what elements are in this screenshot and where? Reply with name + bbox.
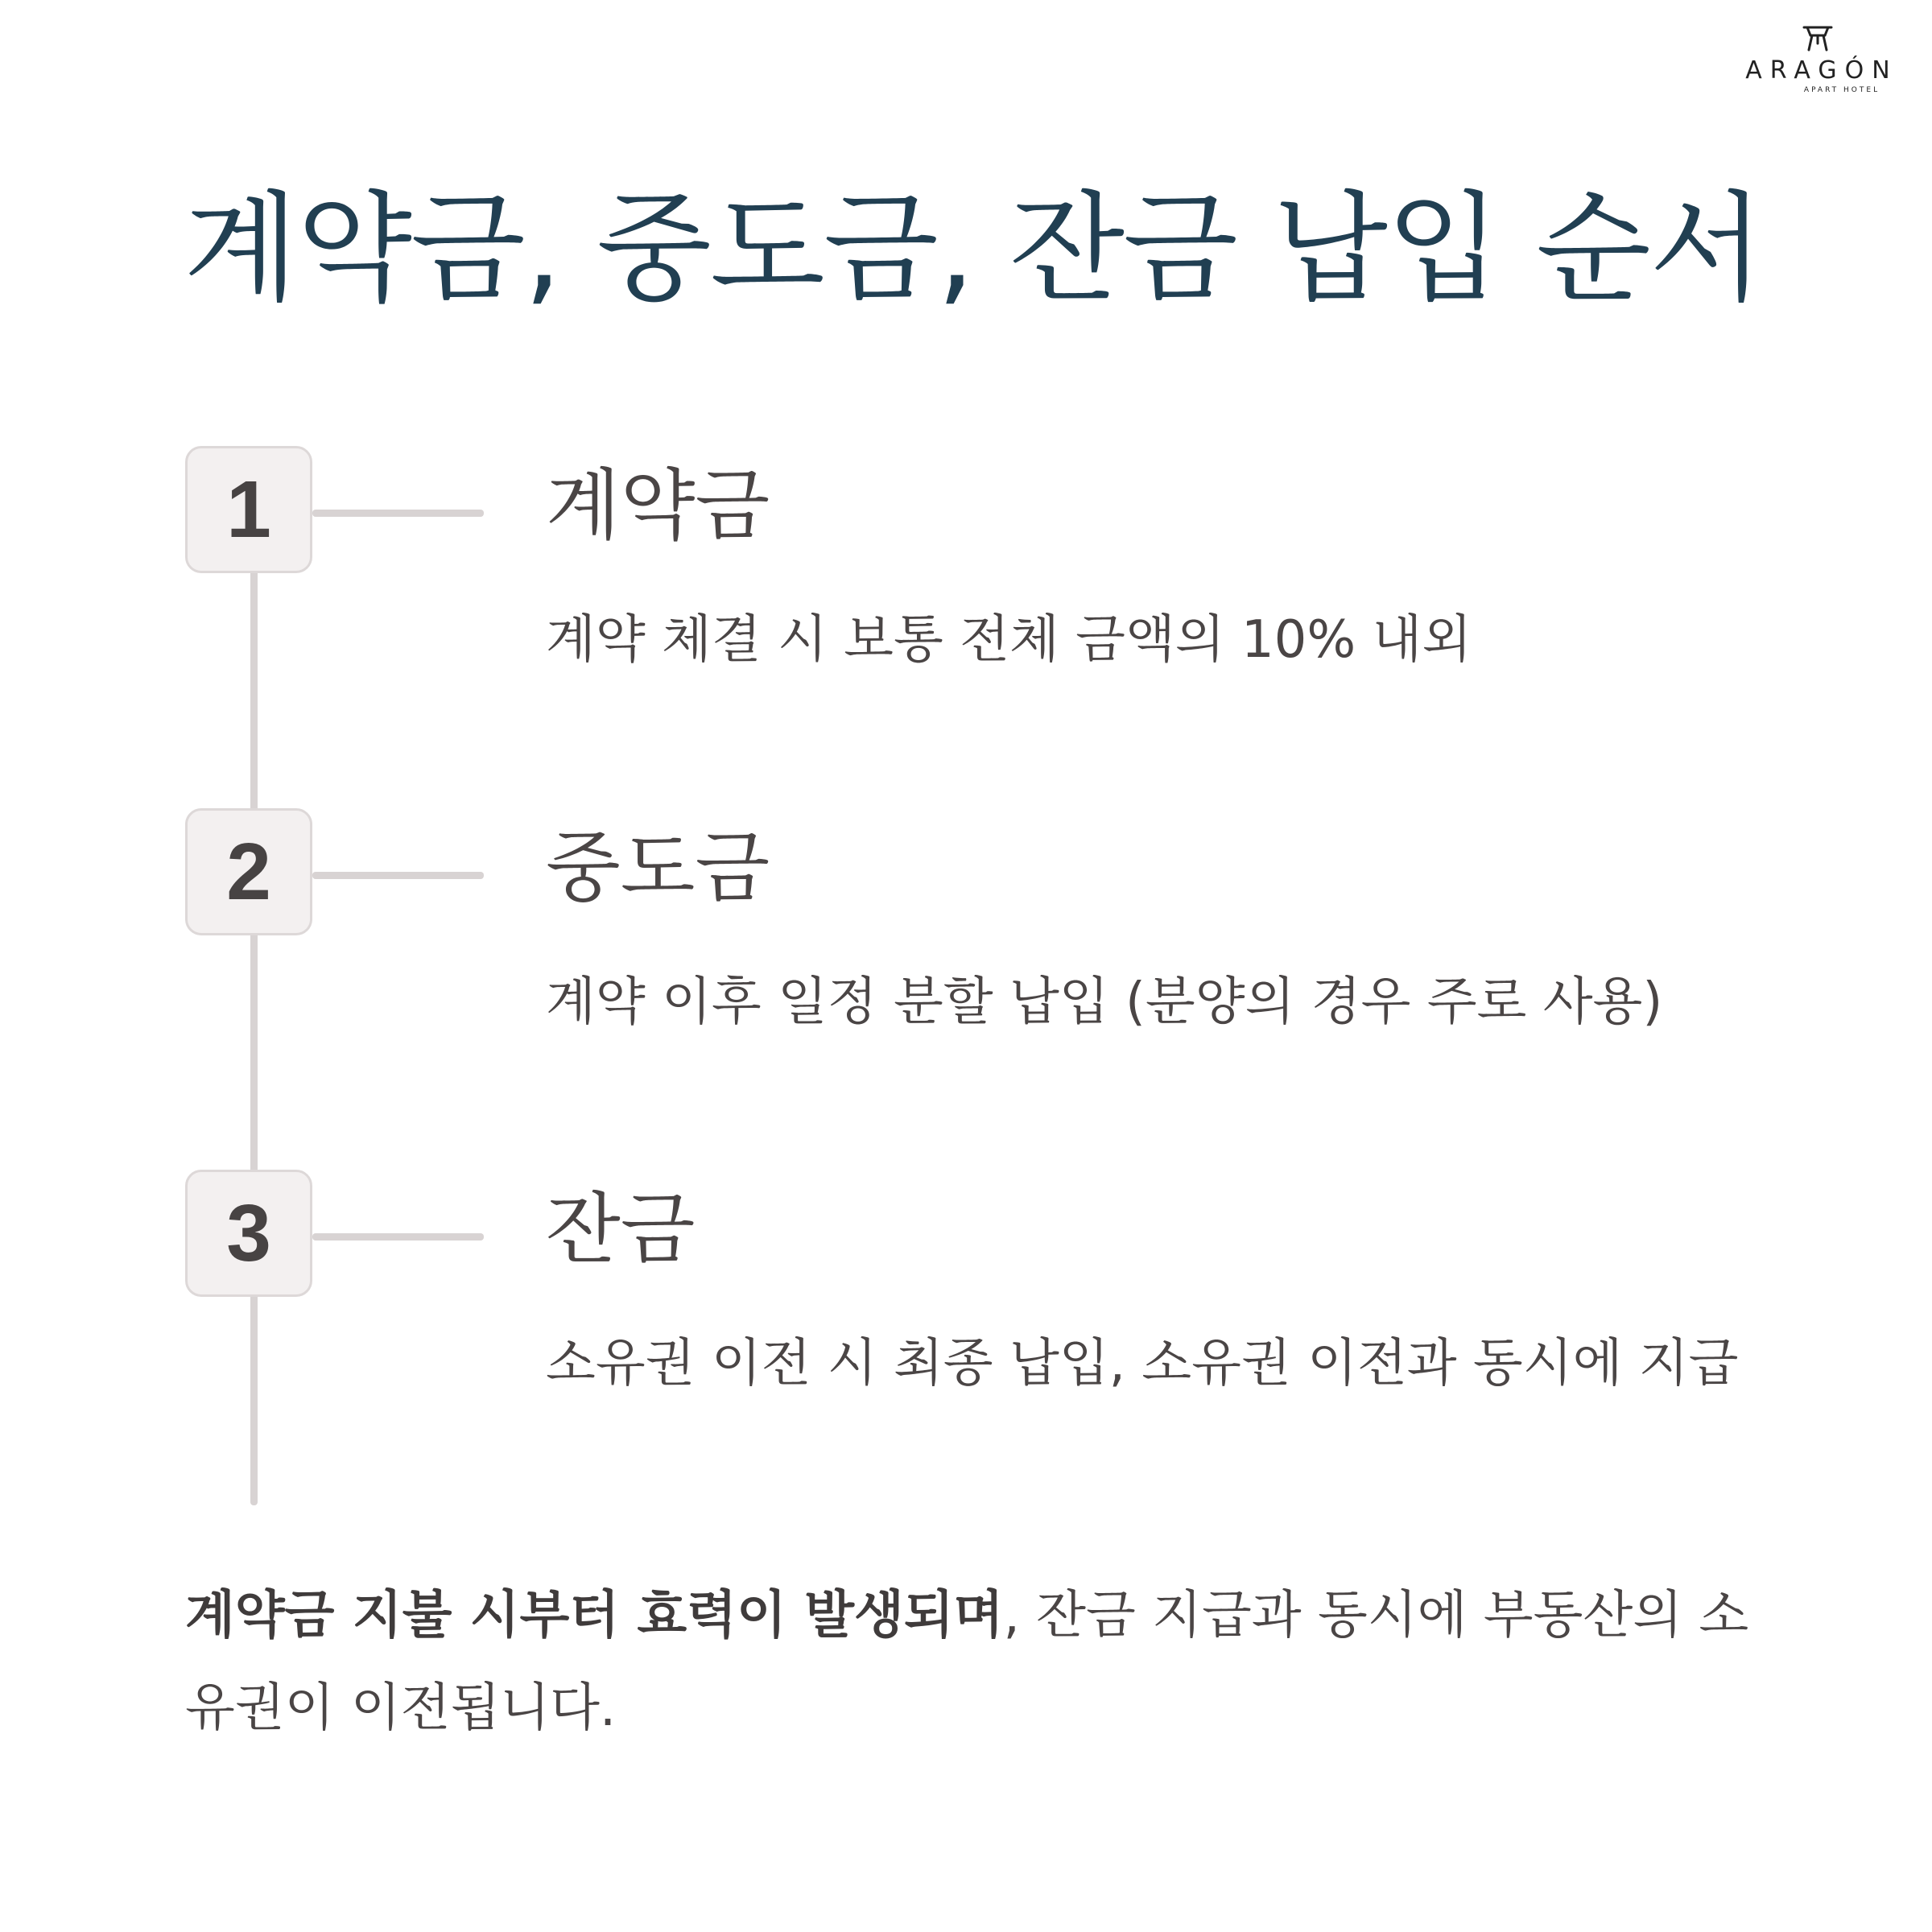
step-3-connector — [312, 1233, 484, 1241]
step-2-connector — [312, 872, 484, 879]
footer-note — [185, 1570, 1795, 1755]
logo-emblem-icon — [1801, 24, 1835, 53]
step-2-number-box: 2 — [185, 808, 312, 935]
timeline-line — [250, 507, 258, 1505]
step-2-title: 중도금 — [546, 823, 770, 913]
footer-bold-text: 계약금 지불 시부터 효력이 발생되며 — [185, 1586, 1004, 1645]
step-2-description: 계약 이후 일정 분할 납입 (분양의 경우 주로 사용) — [546, 972, 1663, 1032]
step-3-title: 잔금 — [546, 1184, 696, 1274]
brand-name: ARAGÓN — [1745, 56, 1898, 85]
step-1-title: 계약금 — [546, 460, 770, 551]
step-3-number-box: 3 — [185, 1170, 312, 1297]
step-1-description: 계약 체결 시 보통 전체 금액의 10% 내외 — [546, 610, 1472, 670]
step-3-description: 소유권 이전 시 최종 납입, 소유권 이전과 동시에 지급 — [546, 1334, 1739, 1393]
brand-tagline: APART HOTEL — [1803, 86, 1880, 94]
brand-logo — [1729, 24, 1906, 94]
step-1-connector — [312, 510, 484, 517]
step-1-number-box: 1 — [185, 446, 312, 573]
page-title: 계약금, 중도금, 잔금 납입 순서 — [184, 180, 1763, 318]
footer-text: , 잔금 지급과 동시에 부동산의 소유권이 이전됩니다. — [185, 1586, 1749, 1738]
